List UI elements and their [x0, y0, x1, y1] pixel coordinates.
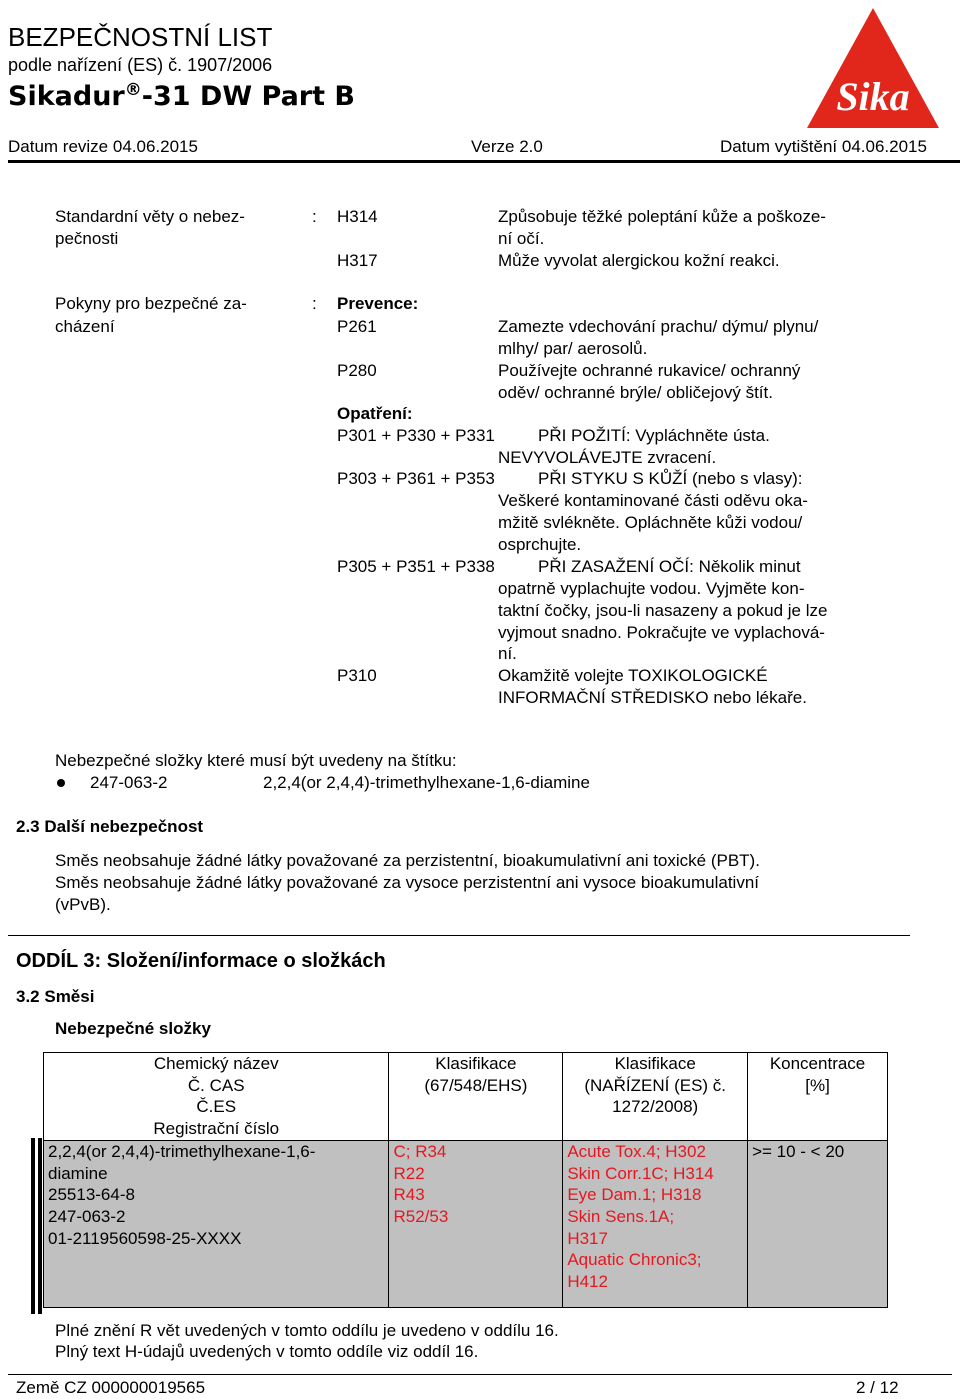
p305-code: P305 + P351 + P338 [337, 557, 495, 576]
cell-chemical-name [44, 1140, 389, 1307]
p301-text-first: PŘI POŽITÍ: Vypláchněte ústa. [538, 426, 770, 445]
header-line: Č.ES [196, 1097, 237, 1117]
h314-text-line2: ní očí. [498, 229, 545, 248]
component-name: 2,2,4(or 2,4,4)-trimethylhexane-1,6-diamine [263, 773, 590, 792]
p301-code: P301 + P330 + P331 [337, 426, 495, 445]
cell-classification-67548 [389, 1140, 563, 1307]
p305-text-line2: taktní čočky, jsou-li nasazeny a pokud je lze [498, 601, 828, 620]
p301-text-line1: NEVYVOLÁVEJTE zvracení. [498, 448, 717, 467]
header-line: Klasifikace [614, 1054, 696, 1073]
precaution-colon: : [312, 294, 317, 313]
precaution-label-line1: Pokyny pro bezpečné za- [55, 294, 247, 313]
p310-text-line2: INFORMAČNÍ STŘEDISKO nebo lékaře. [498, 688, 807, 707]
p261-code: P261 [337, 317, 377, 336]
header-line: Klasifikace [435, 1054, 517, 1073]
cell-line: Aquatic Chronic3; [567, 1250, 702, 1270]
pbt-statement: Směs neobsahuje žádné látky považované za perzistentní, bioakumulativní ani toxické (PBT). [55, 851, 760, 870]
header-line: Chemický název [153, 1054, 279, 1073]
cell-line: >= 10 - < 20 [752, 1141, 845, 1161]
header-line: (67/548/EHS) [424, 1075, 528, 1095]
p261-text-line1: Zamezte vdechování prachu/ dýmu/ plynu/ [498, 317, 819, 336]
hazard-colon: : [312, 207, 317, 226]
header-line: 1272/2008) [612, 1097, 699, 1117]
cell-line: diamine [48, 1163, 108, 1183]
cell-line: R22 [393, 1163, 425, 1183]
p310-code: P310 [337, 666, 377, 685]
cell-line: 25513-64-8 [48, 1185, 135, 1205]
precaution-label-line2: cházení [55, 317, 115, 336]
p305-text-line1: opatrně vyplachujte vodou. Vyjměte kon- [498, 579, 805, 598]
hazard-label-line1: Standardní věty o nebez- [55, 207, 245, 226]
h-phrases-note: Plný text H-údajů uvedených v tomto oddíle viz oddíl 16. [55, 1342, 479, 1361]
product-name-main: Sikadur [8, 81, 125, 112]
prevention-heading: Prevence: [337, 294, 419, 313]
header-concentration [748, 1053, 888, 1141]
cell-line: 2,2,4(or 2,4,4)-trimethylhexane-1,6- [48, 1141, 316, 1161]
p280-code: P280 [337, 361, 377, 380]
sika-logo [805, 6, 941, 130]
cell-line: 247-063-2 [48, 1206, 126, 1226]
cell-line: Skin Corr.1C; H314 [567, 1163, 714, 1183]
h317-code: H317 [337, 251, 378, 270]
p303-text-line2: mžitě svlékněte. Opláchněte kůži vodou/ [498, 513, 803, 532]
p280-text-line2: oděv/ ochranné brýle/ obličejový štít. [498, 383, 773, 402]
cell-line: R43 [393, 1185, 425, 1205]
p303-text-line1: Veškeré kontaminované části oděvu oka- [498, 491, 808, 510]
header-line: (NAŘÍZENÍ (ES) č. [584, 1075, 727, 1095]
label-components-heading: Nebezpečné složky které musí být uvedeny na štítku: [55, 751, 457, 770]
bullet-icon [57, 779, 65, 787]
p305-text-first: PŘI ZASAŽENÍ OČÍ: Několik minut [538, 557, 801, 576]
product-name [8, 80, 355, 112]
component-number: 247-063-2 [90, 773, 168, 792]
header-classification-1272 [563, 1053, 748, 1141]
cell-line: Eye Dam.1; H318 [567, 1185, 702, 1205]
table-row [44, 1140, 888, 1307]
h314-code: H314 [337, 207, 378, 226]
page-number: 2 / 12 [856, 1378, 899, 1397]
p261-text-line2: mlhy/ par/ aerosolů. [498, 339, 648, 358]
p303-text-line3: osprchujte. [498, 535, 582, 554]
p303-code: P303 + P361 + P353 [337, 469, 495, 488]
components-table [43, 1052, 888, 1308]
header-line: Registrační číslo [153, 1119, 280, 1139]
p303-text-first: PŘI STYKU S KŮŽÍ (nebo s vlasy): [538, 469, 803, 488]
print-date: Datum vytištění 04.06.2015 [720, 137, 927, 156]
cell-line: C; R34 [393, 1141, 447, 1161]
p305-text-line4: ní. [498, 644, 517, 663]
vpvb-statement-line1: Směs neobsahuje žádné látky považované za vysoce perzistentní ani vysoce bioakumulativní [55, 873, 760, 892]
cell-line: Acute Tox.4; H302 [567, 1141, 706, 1161]
vpvb-statement-line2: (vPvB). [55, 895, 111, 914]
version: Verze 2.0 [471, 137, 543, 156]
registered-mark: ® [124, 80, 142, 100]
product-name-rest: -31 DW Part B [141, 81, 356, 112]
p280-text-line1: Používejte ochranné rukavice/ ochranný [498, 361, 801, 380]
section-3-2-title: 3.2 Směsi [16, 987, 95, 1006]
header-classification-67548 [389, 1053, 563, 1141]
cell-concentration [748, 1140, 888, 1307]
cell-classification-1272 [563, 1140, 748, 1307]
hazard-label-line2: pečnosti [55, 229, 119, 248]
regulation-subtitle: podle nařízení (ES) č. 1907/2006 [8, 55, 273, 75]
header-line: Č. CAS [187, 1075, 245, 1095]
footer-country: Země CZ 000000019565 [16, 1378, 206, 1397]
cell-line: 01-2119560598-25-XXXX [48, 1228, 242, 1248]
h314-text-line1: Způsobuje těžké poleptání kůže a poškoze- [498, 207, 826, 226]
r-phrases-note: Plné znění R vět uvedených v tomto oddílu je uvedeno v oddílu 16. [55, 1321, 559, 1340]
cell-line: H412 [567, 1272, 608, 1292]
change-marker-bar [38, 1138, 42, 1314]
p305-text-line3: vyjmout snadno. Pokračujte ve vyplachová- [498, 623, 825, 642]
h317-text: Může vyvolat alergickou kožní reakci. [498, 251, 780, 270]
header-line: Koncentrace [769, 1054, 866, 1073]
section-3-title: ODDÍL 3: Složení/informace o složkách [16, 950, 386, 972]
sika-logo-text: Sika [836, 74, 910, 119]
header-divider [8, 160, 960, 163]
cell-line: H317 [567, 1228, 608, 1248]
header-chemical-name [44, 1053, 389, 1141]
cell-line: Skin Sens.1A; [567, 1206, 675, 1226]
change-marker-bar [31, 1138, 35, 1314]
section-2-3-title: 2.3 Další nebezpečnost [16, 817, 204, 836]
table-header-row [44, 1053, 888, 1141]
hazardous-components-heading: Nebezpečné složky [55, 1019, 211, 1038]
response-heading: Opatření: [337, 404, 413, 423]
footer-divider [8, 1374, 952, 1375]
p310-text-line1: Okamžitě volejte TOXIKOLOGICKÉ [498, 666, 768, 685]
revision-date: Datum revize 04.06.2015 [8, 137, 198, 156]
document-title: BEZPEČNOSTNÍ LIST [8, 22, 273, 52]
section-divider [8, 935, 910, 936]
header-line: [%] [805, 1075, 830, 1095]
cell-line: R52/53 [393, 1206, 449, 1226]
